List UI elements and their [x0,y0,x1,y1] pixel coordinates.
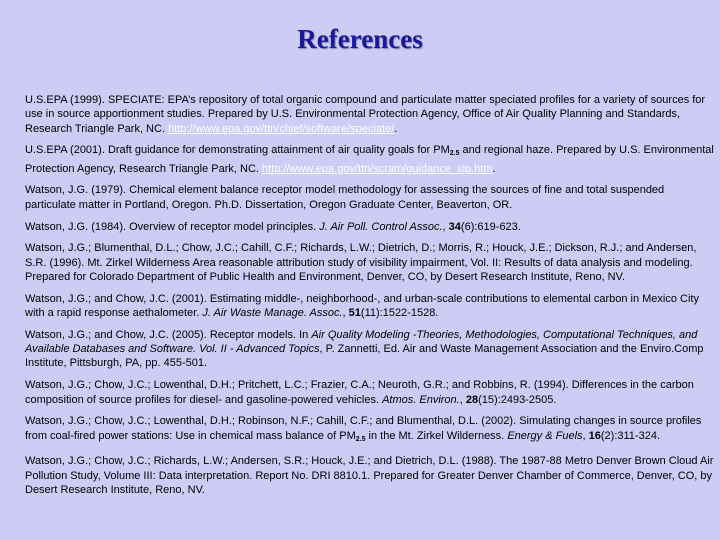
reference-text: in the Mt. Zirkel Wilderness. [365,429,508,442]
reference-item [25,328,715,371]
reference-text: Watson, J.G.; and Chow, J.C. (2001). Estimating middle-, neighborhood-, and urban-scale contributions to elemental carbon in Mexico City with a rapid response aethalometer. [25,292,699,320]
reference-text: U.S.EPA (1999). SPECIATE: EPA’s repository of total organic compound and particulate matter speciated profiles for a variety of sources for use in source apportionment studies. Prepared by U.S. Environmental Protection Agency, Office of Air Quality Planning and Standards, Research Triangle Park, NC. [25,94,706,135]
volume-number: 16 [588,429,601,442]
reference-text: U.S.EPA (2001). Draft guidance for demonstrating attainment of air quality goals for PM [25,144,450,157]
reference-text: Watson, J.G. (1984). Overview of receptor model principles. [25,220,320,233]
reference-item [25,378,715,407]
separator: , [459,393,466,406]
pm-subscript: 2.5 [449,150,460,158]
reference-text: Watson, J.G.; and Chow, J.C. (2005). Receptor models. In [25,328,312,341]
reference-item [25,241,715,284]
reference-text: and regional haze. Prepared by U.S. Environmental Protection Agency, Research Triangle Park, NC. [25,144,714,175]
pages: (2):311-324. [600,429,660,442]
volume-number: 34 [448,220,461,233]
pages: (15):2493-2505. [478,393,557,406]
page-title: References [297,24,423,54]
reference-item [25,292,715,321]
reference-item [25,93,715,136]
reference-text: Watson, J.G.; Chow, J.C.; Lowenthal, D.H.; Pritchett, L.C.; Frazier, C.A.; Neuroth, G.R.; and Robbins, R. (1994). Differences in the carbon composition of source profiles for diesel- and gasoline-powered vehicles. [25,379,694,406]
volume-number: 28 [465,393,479,406]
reference-text: Watson, J.G.; Blumenthal, D.L.; Chow, J.C.; Cahill, C.F.; Richards, L.W.; Dietrich, D.; Morris, R.; Houck, J.E.; Dickson, R.J.; and Andersen, S.R. (1996). Mt. Zirkel Wilderness Area reasonable attribution study of visibility impairment, Vol. II: Results of data analysis and modeling. Prepared for Colorado Department of Public Health and Environment, Denver, CO, by Desert Research Institute, Reno, NV. [25,242,697,283]
journal-name: Energy & Fuels [507,429,583,442]
journal-name: Atmos. Environ. [382,393,460,406]
reference-text: , P. Zannetti, Ed. Air and Waste Management Association and the Enviro.Comp Institute, Pittsburgh, PA, pp. 455-501. [25,343,704,370]
book-title: Air Quality Modeling -Theories, Methodologies, Computational Techniques, and Available Databases and Software. Vol. II - Advanced Topics [25,328,698,356]
reference-item [25,414,715,447]
journal-name: J. Air Waste Manage. Assoc. [202,307,343,320]
volume-number: 51 [348,307,361,320]
reference-end: . [394,122,398,135]
reference-text: Watson, J.G.; Chow, J.C.; Lowenthal, D.H.; Robinson, N.F.; Cahill, C.F.; and Blumenthal, D.L. (2002). Simulating changes in source profiles from coal-fired power stations: Use in chemical mass balance of PM [25,415,702,442]
separator: , [342,307,349,320]
separator: , [442,220,449,233]
speciate-link[interactable]: http://www.epa.gov/ttn/chief/software/speciate/ [168,122,395,135]
journal-name: J. Air Poll. Control Assoc. [319,220,443,233]
guidance-link[interactable]: http://www.epa.gov/ttn/scram/guidance_sip.htm [262,162,493,175]
pages: (6):619-623. [460,220,521,233]
separator: , [582,429,589,442]
reference-end: . [492,162,496,175]
reference-list [25,93,715,505]
reference-item [25,183,715,212]
reference-item [25,454,715,497]
reference-text: Watson, J.G.; Chow, J.C.; Richards, L.W.; Andersen, S.R.; Houck, J.E.; and Dietrich, D.L. (1988). The 1987-88 Metro Denver Brown Cloud Air Pollution Study, Volume III: Data interpretation. Report No. DRI 8810.1. Prepared for Greater Denver Chamber of Commerce, Denver, CO, by Desert Research Institute, Reno, NV. [25,455,714,497]
reference-text: Watson, J.G. (1979). Chemical element balance receptor model methodology for assessing the sources of fine and total suspended particulate matter in Portland, Oregon. Ph.D. Dissertation, Oregon Graduate Center, Beaverton, OR. [25,184,665,211]
reference-item [25,220,715,234]
reference-item [25,143,715,176]
pm-subscript: 2.5 [355,435,366,443]
pages: (11):1522-1528. [360,307,439,320]
